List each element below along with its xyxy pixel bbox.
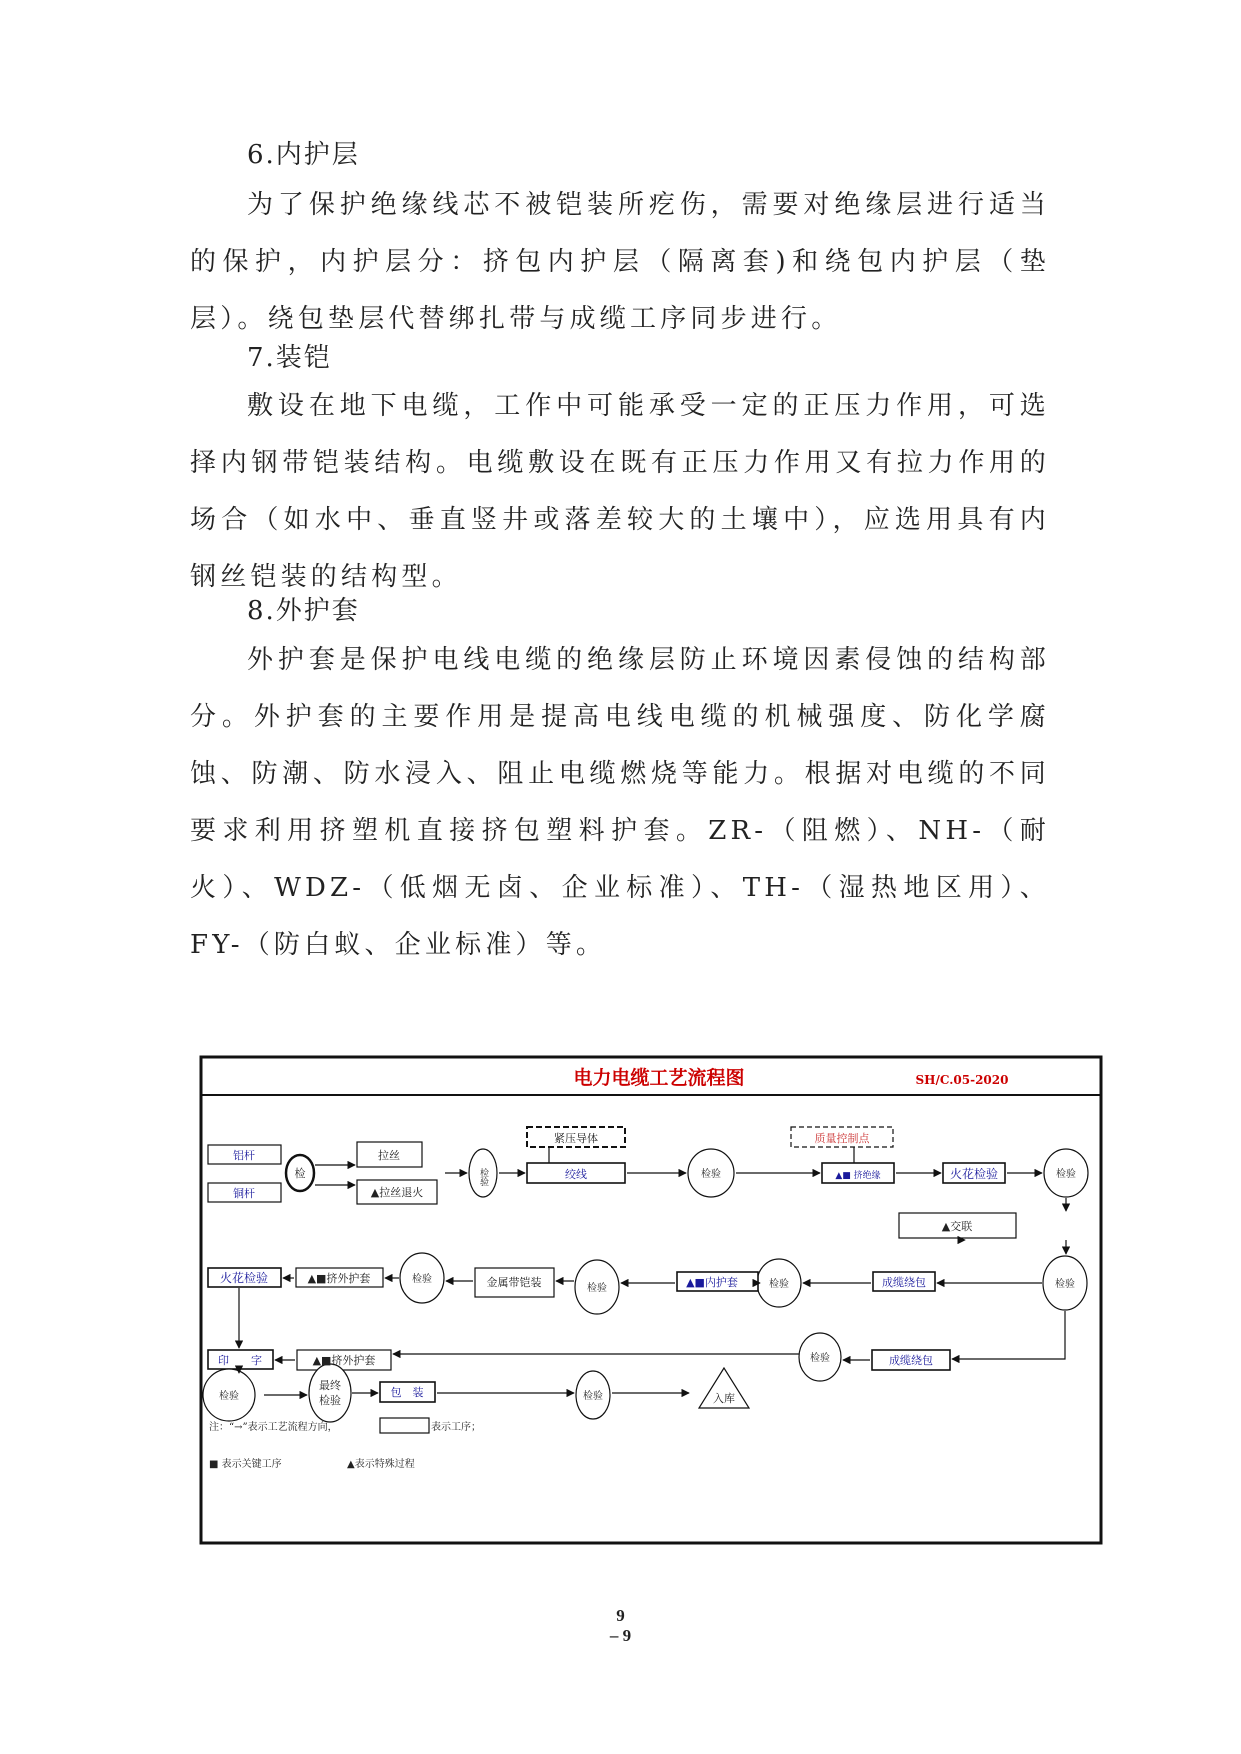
- label-final-inspect-2: 检验: [319, 1394, 341, 1407]
- label-metal-tape-armor: 金属带铠装: [486, 1276, 542, 1289]
- label-inspect-1: 检验: [478, 1168, 488, 1186]
- label-inspect-7: 检验: [412, 1274, 432, 1285]
- label-quality-control: 质量控制点: [814, 1132, 870, 1145]
- legend-process-box: [380, 1418, 429, 1433]
- label-packing: 包 装: [390, 1386, 424, 1399]
- label-inspect-raw: 检: [294, 1167, 306, 1180]
- heading-7: 7.装铠: [247, 343, 332, 373]
- label-warehouse: 入库: [713, 1392, 735, 1405]
- label-inspect-5: 检验: [769, 1279, 789, 1290]
- label-outer-sheath-2: ▲■挤外护套: [312, 1354, 376, 1367]
- label-inspect-4: 检验: [1055, 1279, 1075, 1290]
- label-al-rod: 铝杆: [233, 1149, 255, 1162]
- label-inspect-10: 检验: [583, 1391, 603, 1402]
- label-final-inspect-1: 最终: [319, 1379, 341, 1392]
- label-stranding: 绞线: [565, 1168, 587, 1181]
- label-spark-test-2: 火花检验: [219, 1271, 269, 1285]
- label-cabling-wrapping-2: 成缆绕包: [889, 1354, 933, 1367]
- label-drawing-annealing: ▲拉丝退火: [370, 1186, 424, 1199]
- page-number: 9: [616, 1606, 625, 1625]
- paragraph-inner-sheath: 为了保护绝缘线芯不被铠装所疙伤，需要对绝缘层进行适当的保护，内护层分：挤包内护层（隔离套)和绕包内护层（垫层）。绕包垫层代替绑扎带与成缆工序同步进行。: [190, 190, 1050, 334]
- label-cu-rod: 铜杆: [233, 1187, 255, 1200]
- label-inner-sheath: ▲■内护套: [686, 1276, 738, 1289]
- label-inspect-8: 检验: [810, 1353, 830, 1364]
- label-compacted-conductor: 紧压导体: [554, 1132, 598, 1145]
- page-footer: – 9: [609, 1626, 632, 1645]
- label-insulation-extrusion: ▲■ 挤绝缘: [835, 1171, 881, 1181]
- label-spark-test-1: 火花检验: [949, 1167, 999, 1181]
- label-outer-sheath-1: ▲■挤外护套: [307, 1272, 371, 1285]
- legend-note-direction: 注：“→”表示工艺流程方向，: [209, 1422, 338, 1433]
- node-final-inspect: [309, 1364, 351, 1422]
- legend-key-process: ■ 表示关键工序: [209, 1459, 282, 1470]
- label-inspect-9: 检验: [219, 1391, 239, 1402]
- legend-note-process: 表示工序；: [431, 1422, 481, 1433]
- process-flowchart: [199, 1055, 1103, 1545]
- label-drawing: 拉丝: [378, 1149, 400, 1162]
- paragraph-outer-sheath: 外护套是保护电线电缆的绝缘层防止环境因素侵蚀的结构部分。外护套的主要作用是提高电线电缆的机械强度、防化学腐蚀、防潮、防水浸入、阻止电缆燃烧等能力。根据对电缆的不同要求利用挤塑机直接挤包塑料护套。ZR-（阻燃）、NH-（耐火）、WDZ-（低烟无卤、企业标准）、TH-（湿热地区用）、FY-（防白蚁、企业标准）等。: [190, 645, 1050, 960]
- flowchart-code: SH/C.05-2020: [915, 1073, 1009, 1087]
- heading-6: 6.内护层: [247, 140, 360, 170]
- paragraph-armor: 敷设在地下电缆，工作中可能承受一定的正压力作用，可选择内钢带铠装结构。电缆敷设在既有正压力作用又有拉力作用的场合（如水中、垂直竖井或落差较大的土壤中），应选用具有内钢丝铠装的结构型。: [190, 391, 1050, 592]
- label-inspect-3: 检验: [1056, 1169, 1076, 1180]
- flowchart-title: 电力电缆工艺流程图: [573, 1067, 745, 1089]
- label-crosslinking: ▲交联: [941, 1220, 973, 1233]
- label-inspect-2: 检验: [701, 1169, 721, 1180]
- flowchart-frame: [201, 1057, 1101, 1543]
- label-cabling-wrapping-1: 成缆绕包: [882, 1276, 926, 1289]
- label-inspect-6: 检验: [587, 1283, 607, 1294]
- legend-special-process: ▲表示特殊过程: [347, 1459, 415, 1470]
- label-printing: 印 字: [218, 1354, 262, 1367]
- heading-8: 8.外护套: [247, 596, 360, 626]
